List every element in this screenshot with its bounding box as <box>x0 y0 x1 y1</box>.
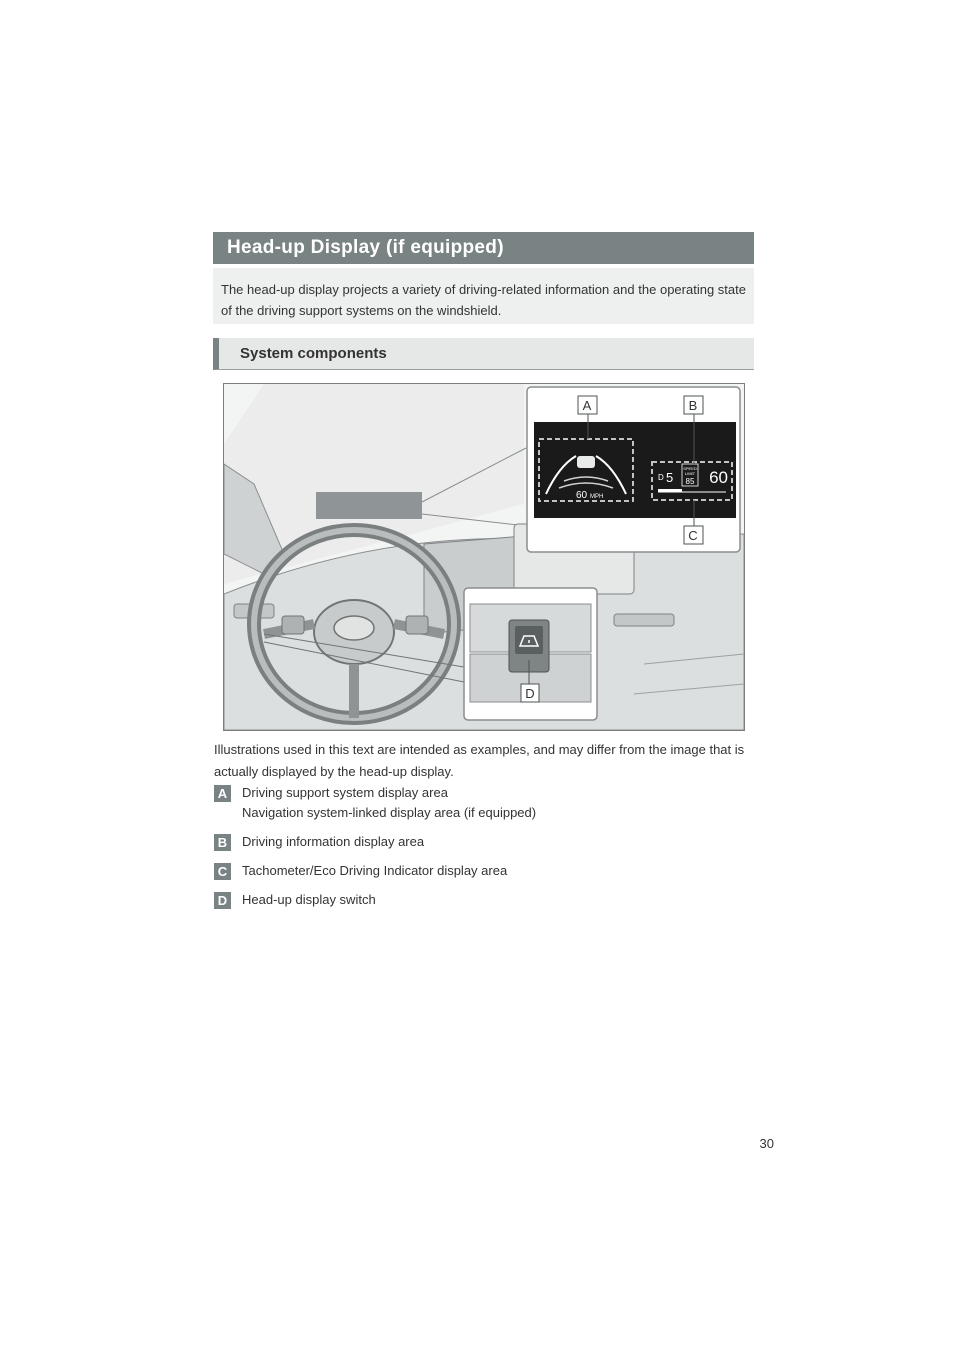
hud-gear: D <box>658 473 664 482</box>
hud-speed: 60 <box>576 490 588 501</box>
legend-badge-d: D <box>214 892 231 909</box>
callout-b-label: B <box>688 398 698 413</box>
legend-text-c: Tachometer/Eco Driving Indicator display area <box>242 863 508 878</box>
illustration-caption: Illustrations used in this text are intended as examples, and may differ from the image that is actually displayed by the head-up display. <box>214 742 745 779</box>
legend-badge-b: B <box>214 834 231 851</box>
hud-large-speed: 60 <box>709 468 728 487</box>
speed-limit-label-1: SPEED <box>683 466 697 471</box>
hud-inset <box>527 387 740 552</box>
car-icon <box>577 456 595 468</box>
hud-switch-inset <box>464 588 597 720</box>
intro-text: The head-up display projects a variety of driving-related information and the operating state of the driving support systems on the windshield. <box>213 268 754 324</box>
legend-text-b: Driving information display area <box>242 834 425 849</box>
callout-d-label: D <box>525 686 535 701</box>
legend-text-a-line-1: Driving support system display area <box>242 785 448 800</box>
legend-badge-c: C <box>214 863 231 880</box>
hud-gear-step: 5 <box>666 470 674 485</box>
legend-text-a-line-2: Navigation system-linked display area (if equipped) <box>242 805 537 820</box>
legend-badge-a: A <box>214 785 231 802</box>
subsection-title: System components <box>213 338 754 370</box>
speed-limit-value: 85 <box>685 477 695 486</box>
legend-text-d: Head-up display switch <box>242 892 376 907</box>
hud-projection-area <box>316 492 422 519</box>
page-number: 30 <box>759 1136 774 1151</box>
dashboard-illustration <box>223 383 745 731</box>
section-title: Head-up Display (if equipped) <box>213 232 754 264</box>
callout-a-label: A <box>582 398 592 413</box>
callout-c-label: C <box>688 528 698 543</box>
hud-speed-unit: MPH <box>590 494 604 500</box>
speed-limit-label-2: LIMIT <box>684 471 696 476</box>
